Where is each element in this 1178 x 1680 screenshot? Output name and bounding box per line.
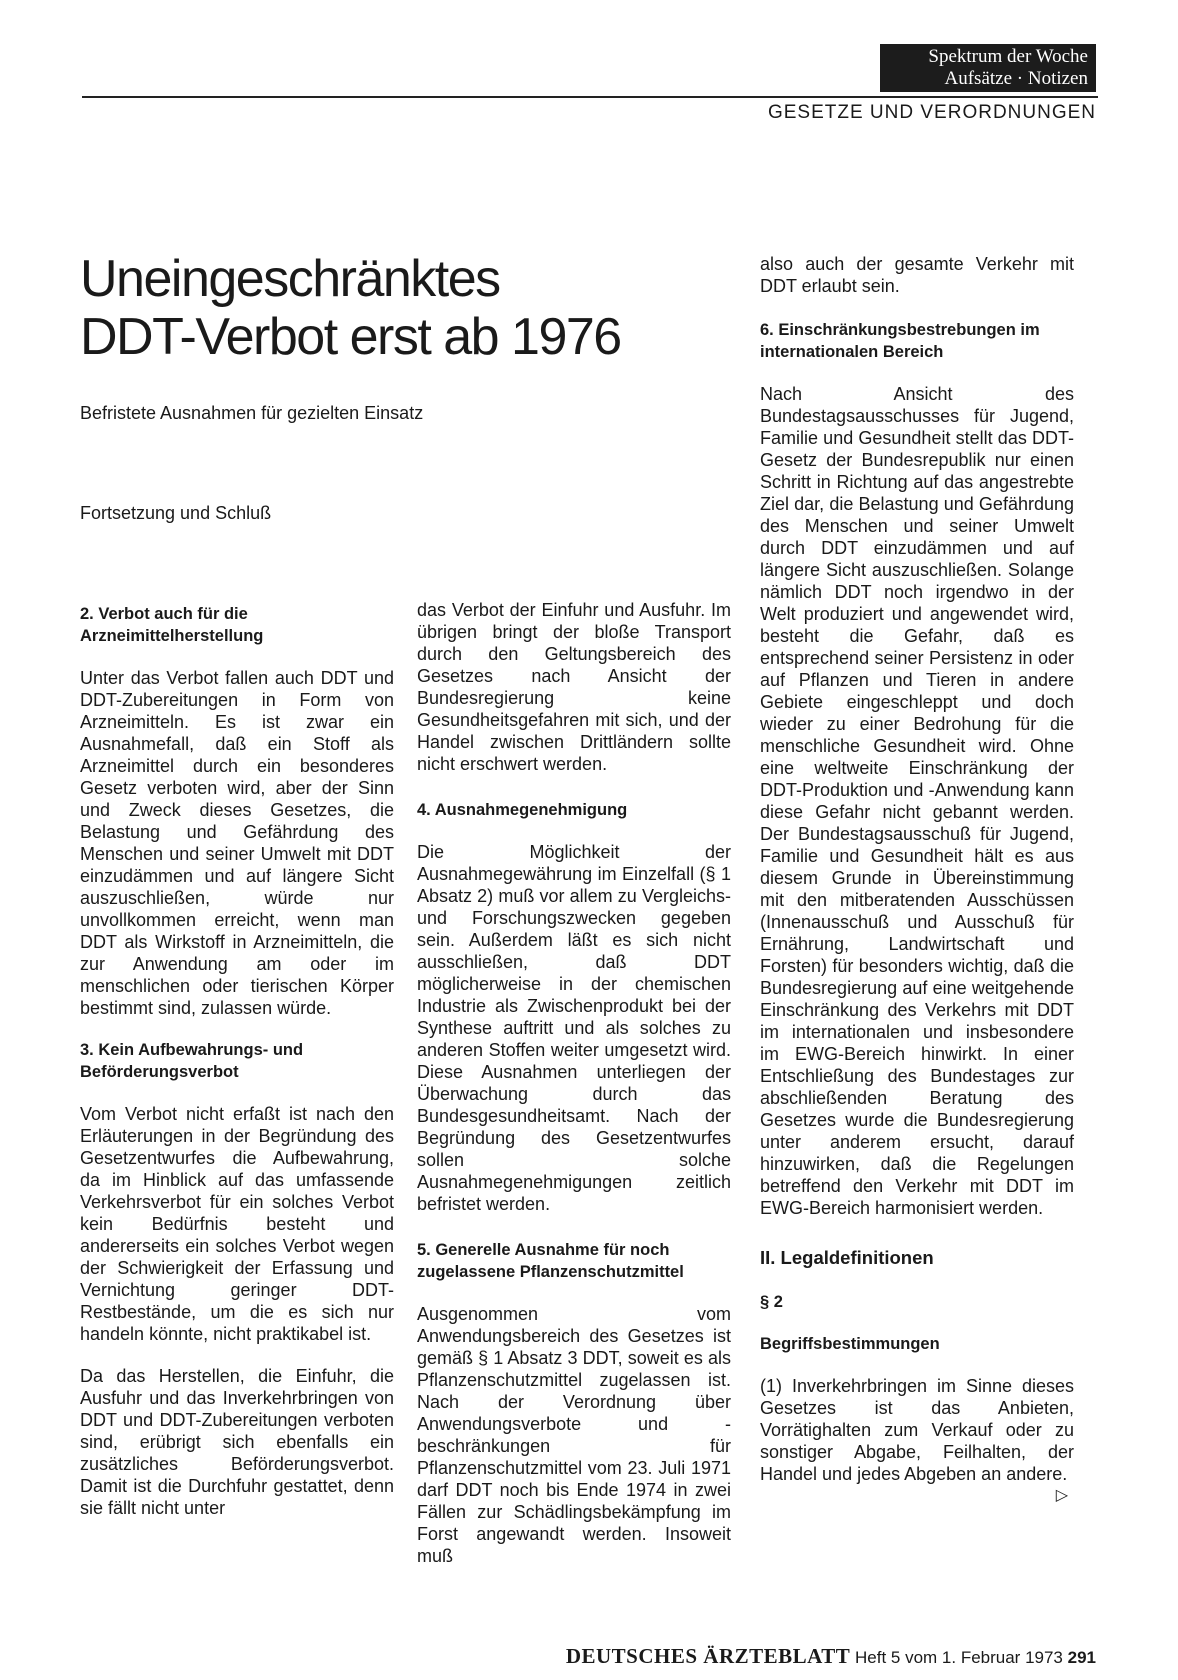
continue-arrow-icon: ▷ xyxy=(1055,1487,1068,1504)
paragraph-3c: das Verbot der Einfuhr und Ausfuhr. Im übrigen bringt der bloße Transport durch den Geltungsbereich des Gesetzes nach Ansicht der Bundesregierung keine Gesundheitsgefahren mit sich, und der Handel zwischen Drittländern sollte nicht erschwert werden. xyxy=(417,600,731,774)
column-3 xyxy=(760,253,1074,1507)
issue-info: Heft 5 vom 1. Februar 1973 xyxy=(855,1648,1063,1667)
badge-line-2: Aufsätze · Notizen xyxy=(944,68,1088,89)
paragraph-3a: Vom Verbot nicht erfaßt ist nach den Erläuterungen in der Begründung des Gesetzentwurfes die Aufbewahrung, da im Hinblick auf das umfassende Verkehrsverbot für ein solches Verbot kein Bedürfnis besteht und andererseits ein solches Verbot wegen der Schwierigkeit der Erfassung und Vernichtung geringer DDT-Restbestände, um die es sich nur handeln könnte, nicht praktikabel ist. xyxy=(80,1104,394,1344)
page-footer xyxy=(470,1644,1096,1669)
badge-line-1: Spektrum der Woche xyxy=(928,46,1088,67)
paragraph-5b: also auch der gesamte Verkehr mit DDT erlaubt sein. xyxy=(760,254,1074,296)
paragraph-sign: § 2 xyxy=(760,1293,783,1311)
article-subtitle: Befristete Ausnahmen für gezielten Einsatz xyxy=(80,403,424,423)
section-heading-3: 3. Kein Aufbewahrungs- und Beförderungsverbot xyxy=(80,1041,304,1081)
paragraph-3b: Da das Herstellen, die Einfuhr, die Ausfuhr und das Inverkehrbringen von DDT und DDT-Zubereitungen verboten sind, erübrigt sich ebenfalls ein zusätzliches Beförderungsverbot. Damit ist die Durchfuhr gestattet, denn sie fällt nicht unter xyxy=(80,1366,394,1518)
page-number: 291 xyxy=(1067,1648,1096,1667)
section-heading-6: 6. Einschränkungsbestrebungen im internationalen Bereich xyxy=(760,321,1040,361)
definition-text: (1) Inverkehrbringen im Sinne dieses Gesetzes ist das Anbieten, Vorrätighalten zum Verkauf oder zu sonstiger Abgabe, Feilhalten, der Handel und jedes Abgeben an andere. xyxy=(760,1376,1074,1484)
definitions-heading: Begriffsbestimmungen xyxy=(760,1335,940,1353)
definition-paragraph xyxy=(760,1375,1074,1504)
column-1 xyxy=(80,603,394,1539)
title-line-1: Uneingeschränktes xyxy=(80,250,500,308)
article-title xyxy=(80,250,680,366)
part-heading-legal: II. Legaldefinitionen xyxy=(760,1247,934,1268)
paragraph-5: Ausgenommen vom Anwendungsbereich des Gesetzes ist gemäß § 1 Absatz 3 DDT, soweit es als Pflanzenschutzmittel zugelassen ist. Nach der Verordnung über Anwendungsverbote und -beschränkungen für Pflanzenschutzmittel vom 23. Juli 1971 darf DDT noch bis Ende 1974 in zwei Fällen zur Schädlingsbekämpfung im Forst angewandt werden. Insoweit muß xyxy=(417,1304,731,1566)
section-badge xyxy=(880,44,1096,92)
continuation-note: Fortsetzung und Schluß xyxy=(80,503,272,523)
section-heading-5: 5. Generelle Ausnahme für noch zugelassene Pflanzenschutzmittel xyxy=(417,1241,684,1281)
publication-name: DEUTSCHES ÄRZTEBLATT xyxy=(565,1644,851,1668)
column-2 xyxy=(417,599,731,1587)
section-label: GESETZE UND VERORDNUNGEN xyxy=(767,102,1096,123)
section-heading-4: 4. Ausnahmegenehmigung xyxy=(417,801,628,819)
section-heading-2: 2. Verbot auch für die Arzneimittelherstellung xyxy=(80,605,264,645)
paragraph-4: Die Möglichkeit der Ausnahmegewährung im Einzelfall (§ 1 Absatz 2) muß vor allem zu Vergleichs- und Forschungszwecken gegeben sein. Außerdem läßt es sich nicht ausschließen, daß DDT möglicherweise in der chemischen Industrie als Zwischenprodukt bei der Synthese auftritt und als solches zu anderen Stoffen weiter umgesetzt wird. Diese Ausnahmen unterliegen der Überwachung durch das Bundesgesundheitsamt. Nach der Begründung des Gesetzentwurfes sollen solche Ausnahmegenehmigungen zeitlich befristet werden. xyxy=(417,842,731,1214)
paragraph-6: Nach Ansicht des Bundestagsausschusses für Jugend, Familie und Gesundheit stellt das DDT-Gesetz der Bundesrepublik nur einen Schritt in Richtung auf das angestrebte Ziel dar, die Belastung und Gefährdung des Menschen und seiner Umwelt durch DDT einzudämmen und auf längere Sicht auszuschließen. Solange nämlich DDT noch irgendwo in der Welt produziert und angewendet wird, besteht die Gefahr, daß es entsprechend seiner Persistenz in oder auf Pflanzen und Tieren in andere Gebiete eingeschleppt und doch wieder zu einer Bedrohung für die menschliche Gesundheit wird. Ohne eine weltweite Einschränkung der DDT-Produktion und -Anwendung kann diese Gefahr nicht gebannt werden. Der Bundestagsausschuß für Jugend, Familie und Gesundheit hält es aus diesem Grunde in Übereinstimmung mit den mitberatenden Ausschüssen (Innenausschuß und Ausschuß für Ernährung, Landwirtschaft und Forsten) für besonders wichtig, daß die Bundesregierung auf eine weitgehende Einschränkung des Verkehrs mit DDT im internationalen und insbesondere im EWG-Bereich hinwirkt. In einer Entschließung des Bundestages zur abschließenden Beratung des Gesetzes wurde die Bundesregierung unter anderem ersucht, darauf hinzuwirken, daß die Regelungen betreffend den Verkehr mit DDT im EWG-Bereich harmonisiert werden. xyxy=(760,384,1074,1218)
header-rule xyxy=(82,96,1098,98)
paragraph-2: Unter das Verbot fallen auch DDT und DDT-Zubereitungen in Form von Arzneimitteln. Es ist zwar ein Ausnahmefall, daß ein Stoff als Arzneimittel durch ein besonderes Gesetz verboten wird, aber der Sinn und Zweck dieses Gesetzes, die Belastung und Gefährdung des Menschen und seiner Umwelt mit DDT einzudämmen und auf längere Sicht auszuschließen, würde nur unvollkommen erreicht, wenn man DDT als Wirkstoff in Arzneimitteln, die zur Anwendung am oder im menschlichen oder tierischen Körper bestimmt sind, zulassen würde. xyxy=(80,668,394,1018)
title-line-2: DDT-Verbot erst ab 1976 xyxy=(80,308,621,366)
